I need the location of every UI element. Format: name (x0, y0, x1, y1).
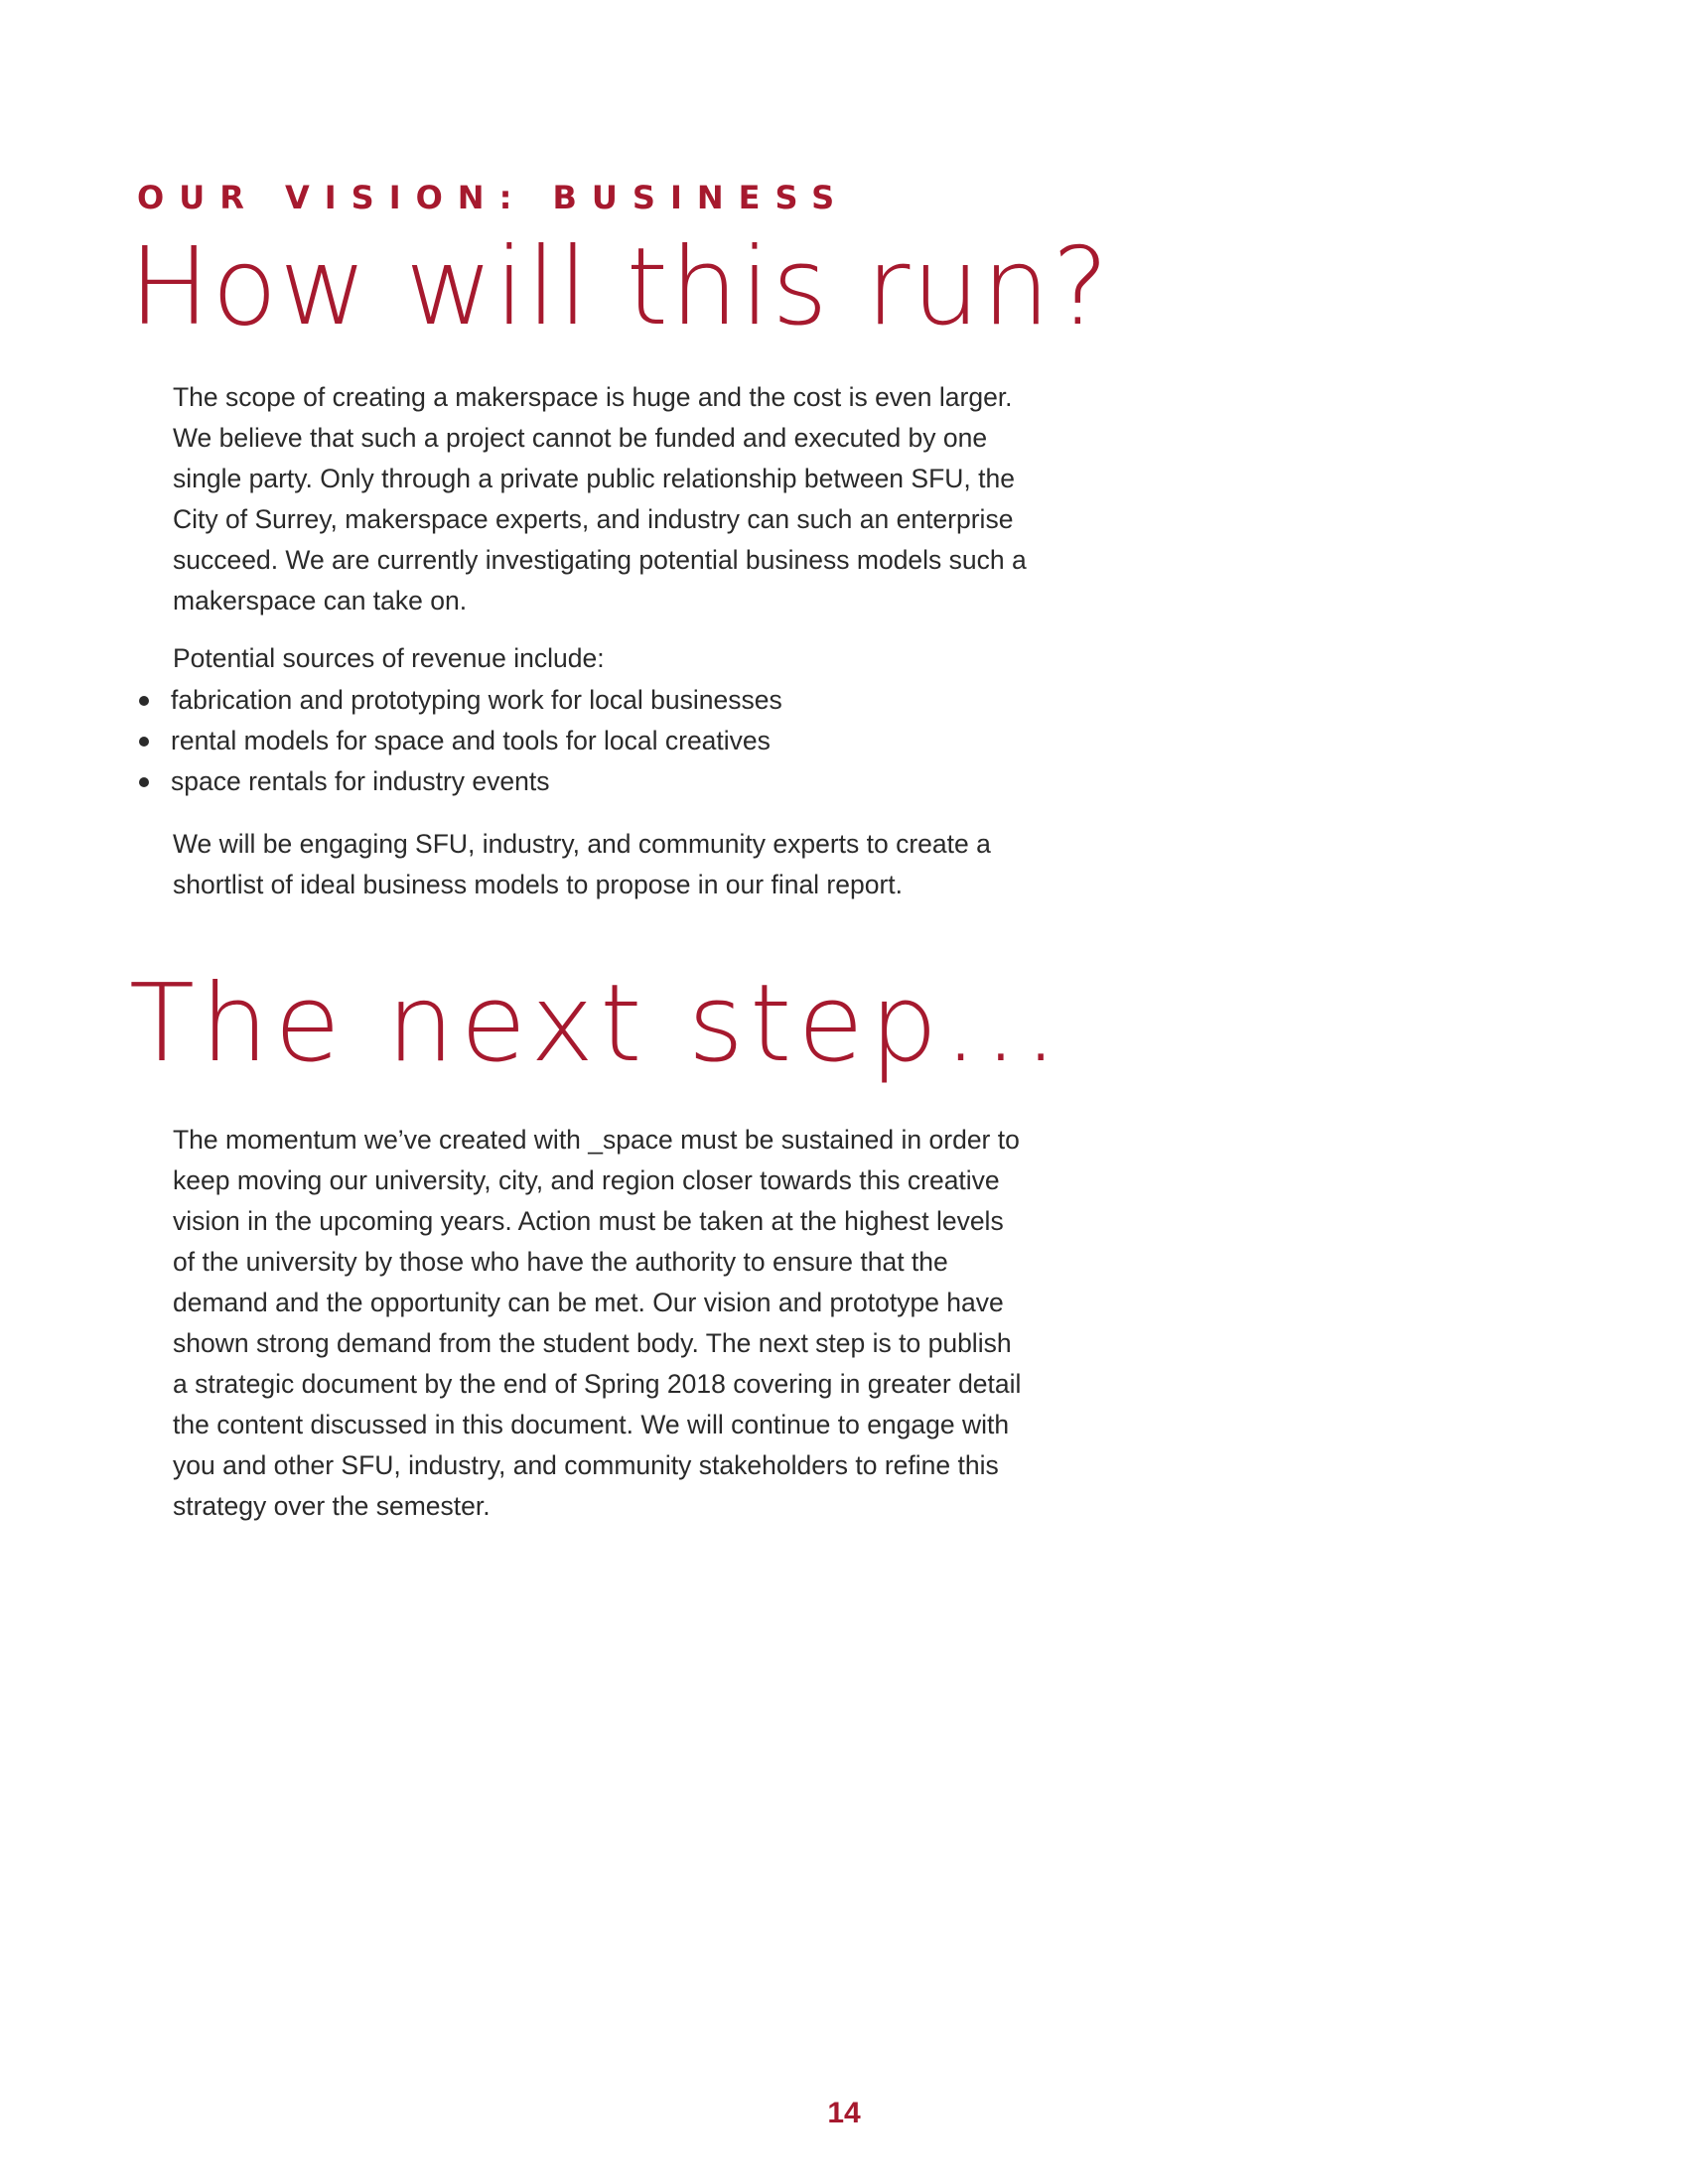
section-eyebrow: OUR VISION: BUSINESS (137, 179, 850, 216)
revenue-intro: Potential sources of revenue include: (173, 643, 605, 673)
bullet-icon (139, 737, 149, 747)
bullet-icon (139, 777, 149, 787)
list-item-text: rental models for space and tools for local creatives (171, 726, 771, 755)
next-step-heading: The next step... (129, 962, 1064, 1086)
business-paragraph: The scope of creating a makerspace is huge and the cost is even larger. We believe that such a project cannot be funded and executed by one single party. Only through a private public relationship between SFU, the City of Surrey, makerspace experts, and industry can such an enterprise succeed. We are currently investigating potential business models such a makerspace can take on. (173, 382, 1027, 615)
list-item (135, 761, 782, 802)
list-item (135, 721, 782, 761)
engagement-paragraph: We will be engaging SFU, industry, and community experts to create a shortlist of ideal business models to propose in our final report. (173, 829, 991, 899)
list-item-text: space rentals for industry events (171, 766, 550, 796)
section-heading: How will this run? (129, 225, 1111, 349)
bullet-icon (139, 696, 149, 706)
list-item-text: fabrication and prototyping work for local businesses (171, 685, 782, 715)
next-step-paragraph: The momentum we’ve created with _space must be sustained in order to keep moving our university, city, and region closer towards this creative vision in the upcoming years. Action must be taken at the highest levels of the university by those who have the authority to ensure that the demand and the opportunity can be met. Our vision and prototype have shown strong demand from the student body. The next step is to publish a strategic document by the end of Spring 2018 covering in greater detail the content discussed in this document. We will continue to engage with you and other SFU, industry, and community stakeholders to refine this strategy over the semester. (173, 1125, 1022, 1521)
page-number: 14 (827, 2097, 861, 2129)
list-item (135, 680, 782, 721)
revenue-list (135, 680, 782, 802)
